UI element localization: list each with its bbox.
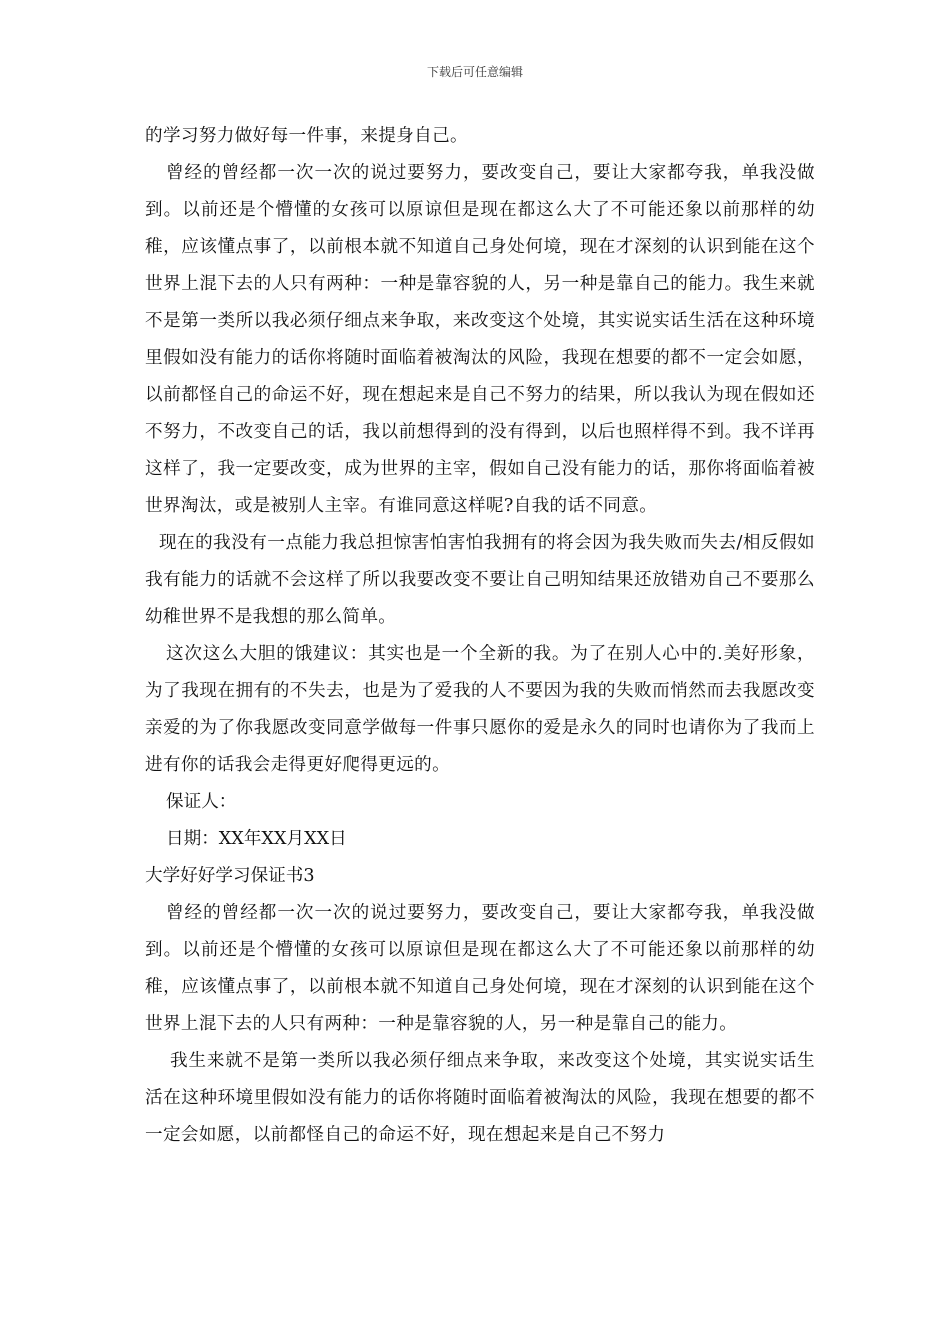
date-line: 日期：XX年XX月XX日 xyxy=(166,829,347,849)
guarantor-line: 保证人： xyxy=(166,792,237,812)
page-header: 下载后可任意编辑 xyxy=(426,65,523,79)
paragraph-6: 我生来就不是第一类所以我必须仔细点来争取，来改变这个处境，其实说实话生活在这种环境里假如没有能力的话你将随时面临着被淘汰的风险，我现在想要的都不一定会如愿，以前都怪自己的命运不好，现在想起来是自己不努力 xyxy=(145,1051,815,1145)
paragraph-1: 的学习努力做好每一件事，来提身自己。 xyxy=(145,126,468,146)
paragraph-3: 现在的我没有一点能力我总担惊害怕害怕我拥有的将会因为我失败而失去/相反假如我有能力的话就不会这样了所以我要改变不要让自己明知结果还放错劝自己不要那么幼稚世界不是我想的那么简单。 xyxy=(145,533,815,627)
paragraph-4: 这次这么大胆的饿建议：其实也是一个全新的我。为了在别人心中的.美好形象，为了我现在拥有的不失去，也是为了爱我的人不要因为我的失败而悄然而去我愿改变亲爱的为了你我愿改变同意学做每一件事只愿你的爱是永久的同时也请你为了我而上进有你的话我会走得更好爬得更远的。 xyxy=(145,644,815,775)
document-body xyxy=(145,118,815,1154)
paragraph-5: 曾经的曾经都一次一次的说过要努力，要改变自己，要让大家都夸我，单我没做到。以前还是个懵懂的女孩可以原谅但是现在都这么大了不可能还象以前那样的幼稚，应该懂点事了，以前根本就不知道自己身处何境，现在才深刻的认识到能在这个世界上混下去的人只有两种：一种是靠容貌的人，另一种是靠自己的能力。 xyxy=(145,903,815,1034)
paragraph-2: 曾经的曾经都一次一次的说过要努力，要改变自己，要让大家都夸我，单我没做到。以前还是个懵懂的女孩可以原谅但是现在都这么大了不可能还象以前那样的幼稚，应该懂点事了，以前根本就不知道自己身处何境，现在才深刻的认识到能在这个世界上混下去的人只有两种：一种是靠容貌的人，另一种是靠自己的能力。我生来就不是第一类所以我必须仔细点来争取，来改变这个处境，其实说实话生活在这种环境里假如没有能力的话你将随时面临着被淘汰的风险，我现在想要的都不一定会如愿，以前都怪自己的命运不好，现在想起来是自己不努力的结果，所以我认为现在假如还不努力，不改变自己的话，我以前想得到的没有得到，以后也照样得不到。我不详再这样了，我一定要改变，成为世界的主宰，假如自己没有能力的话，那你将面临着被世界淘汰，或是被别人主宰。有谁同意这样呢?自我的话不同意。 xyxy=(145,163,815,516)
section-heading: 大学好好学习保证书3 xyxy=(145,866,315,886)
